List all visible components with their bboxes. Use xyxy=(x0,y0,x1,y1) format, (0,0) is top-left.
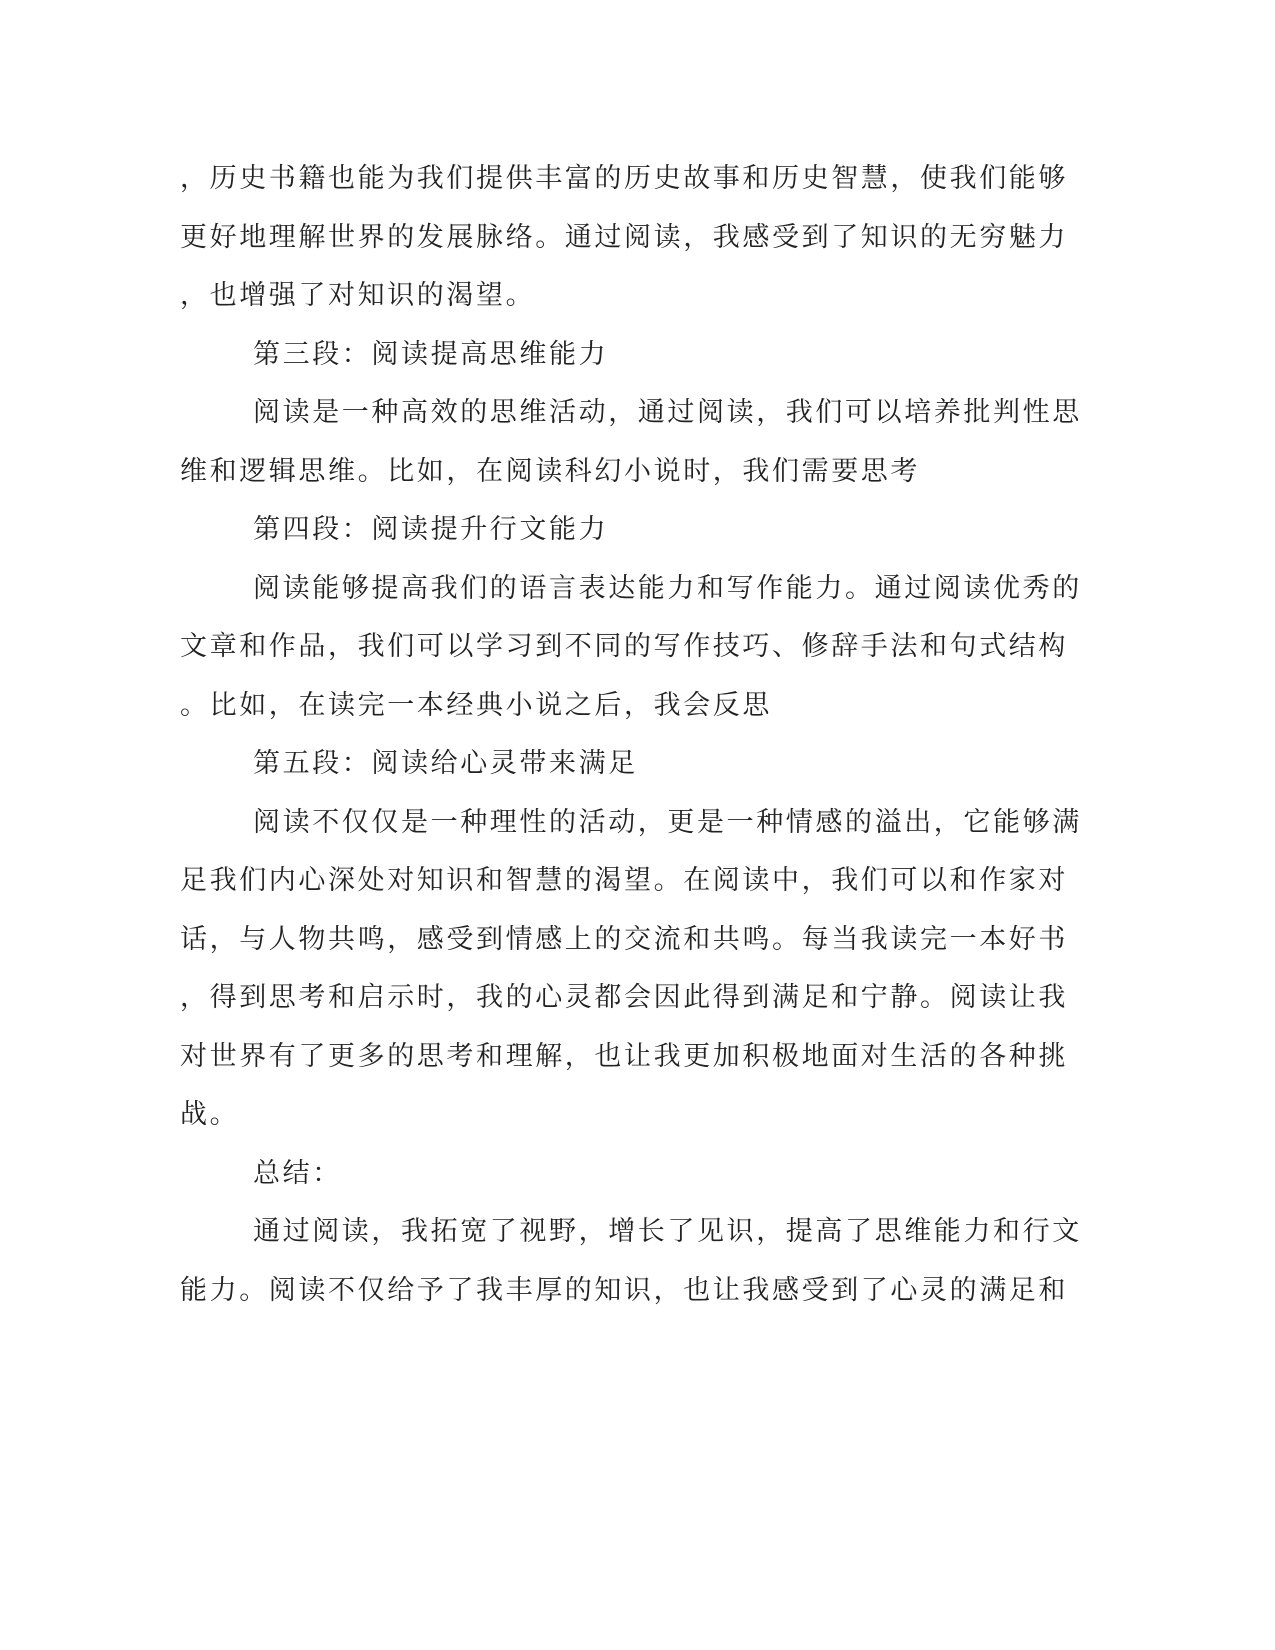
text-line: 维和逻辑思维。比如，在阅读科幻小说时，我们需要思考 xyxy=(180,455,920,487)
text-line: 对世界有了更多的思考和理解，也让我更加积极地面对生活的各种挑 xyxy=(180,1040,1068,1072)
text-line: 第五段：阅读给心灵带来满足 xyxy=(253,748,638,779)
text-line: 阅读能够提高我们的语言表达能力和写作能力。通过阅读优秀的 xyxy=(253,572,1082,604)
document-body xyxy=(180,150,1082,1320)
text-line: 阅读不仅仅是一种理性的活动，更是一种情感的溢出，它能够满 xyxy=(253,806,1082,838)
text-line: 阅读是一种高效的思维活动，通过阅读，我们可以培养批判性思 xyxy=(253,397,1082,428)
text-line: 。比如，在读完一本经典小说之后，我会反思 xyxy=(180,689,772,721)
text-line: ，历史书籍也能为我们提供丰富的历史故事和历史智慧，使我们能够 xyxy=(180,163,1068,194)
text-line: 文章和作品，我们可以学习到不同的写作技巧、修辞手法和句式结构 xyxy=(180,631,1068,662)
text-line: 话，与人物共鸣，感受到情感上的交流和共鸣。每当我读完一本好书 xyxy=(180,923,1068,955)
text-line: 能力。阅读不仅给予了我丰厚的知识，也让我感受到了心灵的满足和 xyxy=(180,1274,1068,1306)
text-line: 第三段：阅读提高思维能力 xyxy=(253,338,609,370)
text-line: 足我们内心深处对知识和智慧的渴望。在阅读中，我们可以和作家对 xyxy=(180,865,1068,896)
text-line: 总结： xyxy=(253,1157,342,1189)
text-line: ，得到思考和启示时，我的心灵都会因此得到满足和宁静。阅读让我 xyxy=(180,982,1068,1013)
text-line: 战。 xyxy=(180,1099,240,1130)
text-line: 第四段：阅读提升行文能力 xyxy=(253,514,609,545)
text-line: 更好地理解世界的发展脉络。通过阅读，我感受到了知识的无穷魅力 xyxy=(180,221,1068,253)
text-line: 通过阅读，我拓宽了视野，增长了见识，提高了思维能力和行文 xyxy=(253,1216,1082,1247)
text-line: ，也增强了对知识的渴望。 xyxy=(180,280,536,311)
